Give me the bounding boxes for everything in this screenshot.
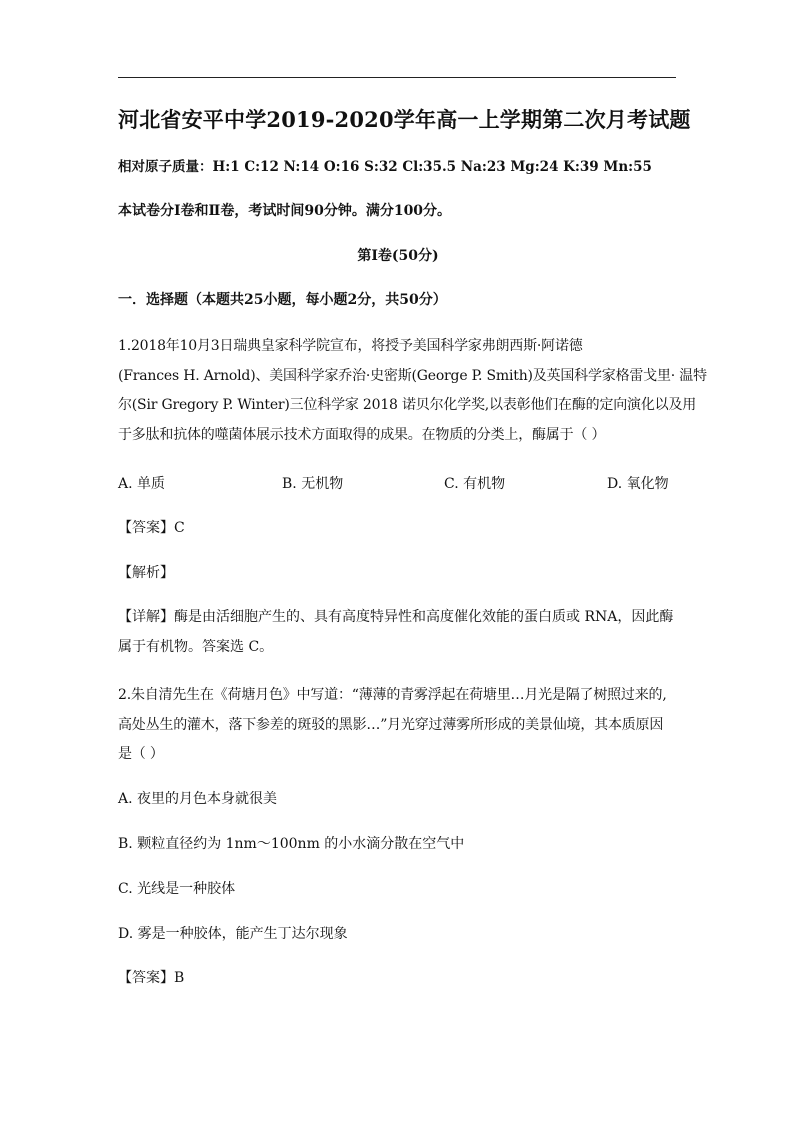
q1-option-d: D. 氧化物 <box>607 476 669 492</box>
page-title: 河北省安平中学2019-2020学年高一上学期第二次月考试题 <box>118 107 691 132</box>
q1-detail-line: 【详解】酶是由活细胞产生的、具有高度特异性和高度催化效能的蛋白质或 RNA，因此酶 <box>118 609 674 625</box>
q2-option-c: C. 光线是一种胶体 <box>118 881 236 897</box>
exam-instructions: 本试卷分Ⅰ卷和Ⅱ卷，考试时间90分钟。满分100分。 <box>118 203 452 219</box>
q1-option-b: B. 无机物 <box>282 476 344 492</box>
q2-option-d: D. 雾是一种胶体，能产生丁达尔现象 <box>118 926 348 942</box>
q2-option-b: B. 颗粒直径约为 1nm～100nm 的小水滴分散在空气中 <box>118 836 465 852</box>
question-1-line: 尔(Sir Gregory P. Winter)三位科学家 2018 诺贝尔化学奖,以表彰他们在酶的定向演化以及用 <box>118 397 697 413</box>
q1-detail <box>118 603 678 662</box>
question-1-text <box>118 332 707 450</box>
q1-answer: 【答案】C <box>118 520 185 536</box>
question-1-line: (Frances H. Arnold)、美国科学家乔治·史密斯(George P. Smith)及英国科学家格雷戈里· 温特 <box>118 367 707 384</box>
question-2-line: 2.朱自清先生在《荷塘月色》中写道：“薄薄的青雾浮起在荷塘里…月光是隔了树照过来的, <box>118 687 667 703</box>
question-1-line: 1.2018年10月3日瑞典皇家科学院宣布，将授予美国科学家弗朗西斯·阿诺德 <box>118 338 583 354</box>
q1-analysis-label: 【解析】 <box>118 565 174 581</box>
part-title: 一．选择题（本题共25小题，每小题2分，共50分） <box>118 292 447 308</box>
q2-answer: 【答案】B <box>118 970 185 986</box>
atomic-masses: 相对原子质量：H:1 C:12 N:14 O:16 S:32 Cl:35.5 Na:23 Mg:24 K:39 Mn:55 <box>118 159 652 175</box>
header-rule <box>118 77 676 78</box>
q1-option-c: C. 有机物 <box>444 476 506 492</box>
question-1-line: 于多肽和抗体的噬菌体展示技术方面取得的成果。在物质的分类上，酶属于（ ） <box>118 426 606 443</box>
question-2-text <box>118 681 678 770</box>
question-2-line: 是（ ） <box>118 746 164 762</box>
q1-detail-line: 属于有机物。答案选 C。 <box>118 638 274 655</box>
question-2-line: 高处丛生的灌木，落下参差的斑驳的黑影…”月光穿过薄雾所形成的美景仙境，其本质原因 <box>118 716 664 733</box>
q2-option-a: A. 夜里的月色本身就很美 <box>118 791 278 807</box>
section-title: 第Ⅰ卷(50分) <box>357 248 439 264</box>
q1-option-a: A. 单质 <box>118 476 166 492</box>
